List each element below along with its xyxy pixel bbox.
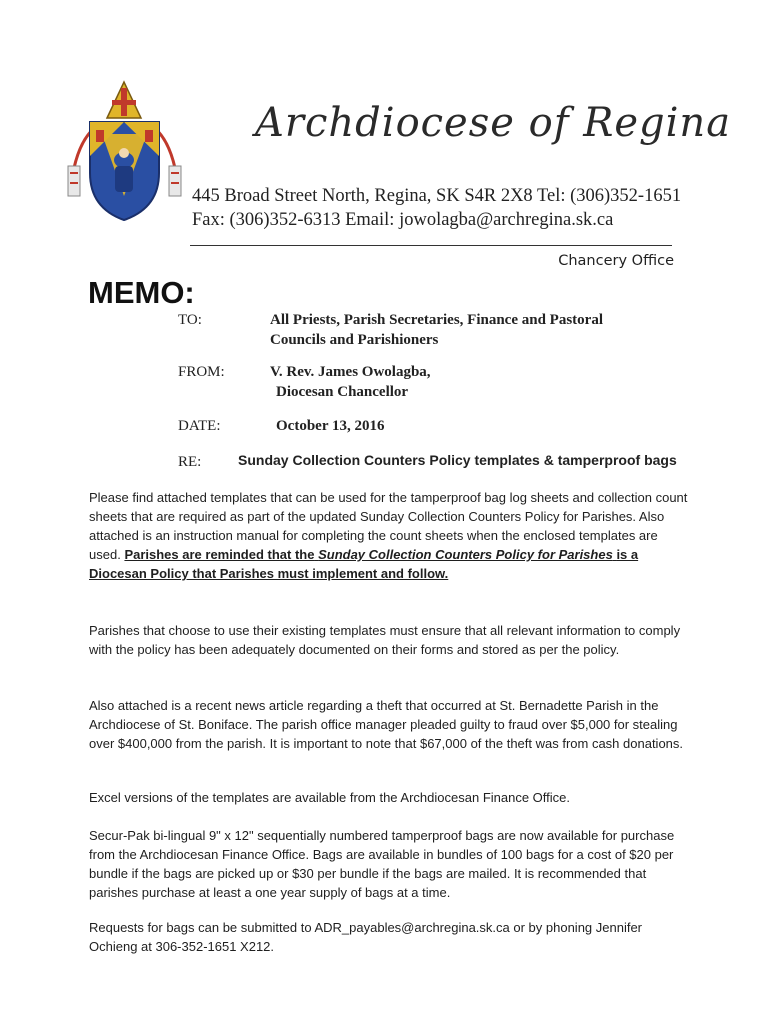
paragraph-4: Excel versions of the templates are available from the Archdiocesan Finance Office. — [89, 790, 571, 805]
paragraph-3: Also attached is a recent news article regarding a theft that occurred at St. Bernadette Parish in the Archdiocese of St. Boniface. The parish office manager pleaded guilty to fraud over $5,000 for stealing over $400,000 from the parish. It is important to note that $67,000 of the theft was from cash donations. — [89, 698, 684, 751]
date-value: October 13, 2016 — [276, 418, 385, 434]
re-label: RE: — [178, 454, 202, 470]
from-line-2: Diocesan Chancellor — [276, 384, 409, 400]
p1-policy-name: Sunday Collection Counters Policy for Parishes — [318, 547, 613, 562]
address-line: 445 Broad Street North, Regina, SK S4R 2X8 Tel: (306)352-1651 — [192, 186, 682, 206]
memo-title: MEMO: — [88, 275, 195, 310]
p1-emphasis — [89, 547, 638, 581]
office-label: Chancery Office — [558, 253, 674, 269]
to-line-2: Councils and Parishioners — [270, 332, 439, 348]
to-label: TO: — [178, 312, 202, 328]
p1-emph-a: Parishes are reminded that the — [124, 547, 315, 562]
paragraph-2: Parishes that choose to use their existing templates must ensure that all relevant information to comply with the policy has been adequately documented on their forms and stored as per the policy. — [89, 623, 681, 657]
archdiocese-crest-logo — [62, 78, 187, 223]
from-label: FROM: — [178, 364, 225, 380]
p1-emph-c: is a Diocesan Policy that Parishes must implement and follow. — [89, 547, 639, 581]
paragraph-1 — [89, 488, 689, 583]
paragraph-5: Secur-Pak bi-lingual 9" x 12" sequentially numbered tamperproof bags are now available for purchase from the Archdiocesan Finance Office. Bags are available in bundles of 100 bags for a cost of $20 per bundle if the bags are picked up or $30 per bundle if the bags are mailed. It is recommended that parishes purchase at least a one year supply of bags at a time. — [89, 828, 675, 900]
contact-line: Fax: (306)352-6313 Email: jowolagba@archregina.sk.ca — [192, 210, 614, 230]
paragraph-6: Requests for bags can be submitted to ADR_payables@archregina.sk.ca or by phoning Jennifer Ochieng at 306-352-1651 X212. — [89, 920, 643, 954]
p1-text: Please find attached templates that can be used for the tamperproof bag log sheets and collection count sheets that are required as part of the updated Sunday Collection Counters Policy for Parishes. Also attached is an instruction manual for completing the count sheets when the enclosed templates are used. — [89, 490, 688, 562]
to-line-1: All Priests, Parish Secretaries, Finance and Pastoral — [270, 312, 604, 328]
date-label: DATE: — [178, 418, 221, 434]
to-value — [270, 310, 603, 350]
from-value — [270, 362, 431, 402]
org-name-script: Archdiocese of Regina — [255, 100, 732, 146]
re-value: Sunday Collection Counters Policy templates & tamperproof bags — [238, 452, 677, 468]
header-divider — [190, 245, 672, 246]
from-line-1: V. Rev. James Owolagba, — [270, 364, 431, 380]
